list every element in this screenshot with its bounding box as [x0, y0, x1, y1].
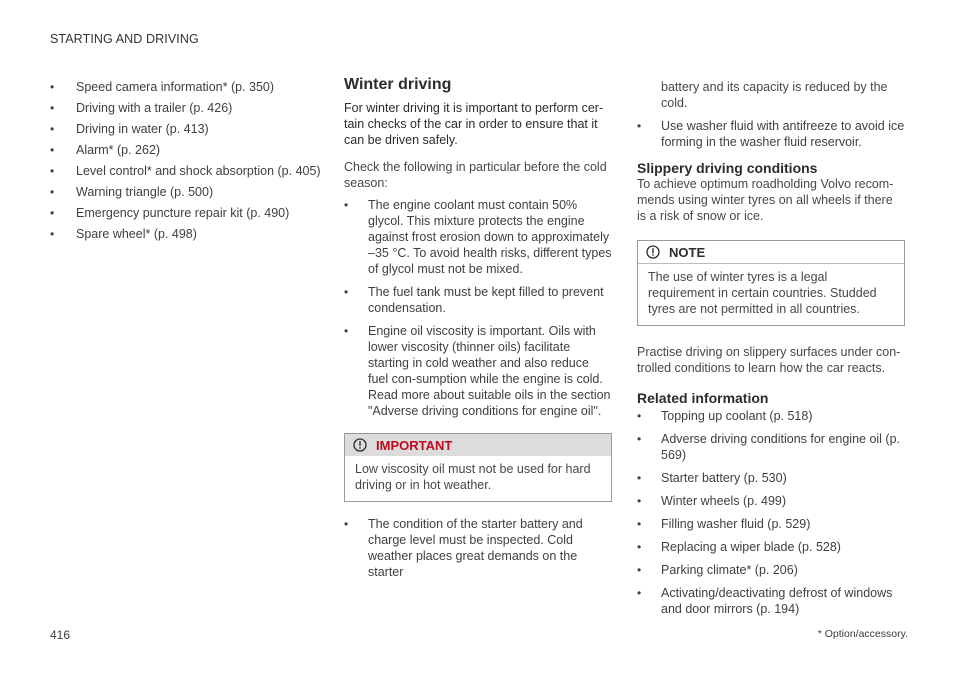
bullet: •: [50, 164, 55, 178]
bullet: •: [344, 324, 349, 338]
exclamation-icon: [353, 438, 367, 452]
list-item: [344, 516, 612, 580]
bullet: •: [50, 122, 55, 136]
bullet: •: [50, 80, 55, 94]
see-also-list: [50, 79, 325, 247]
list-item[interactable]: [50, 121, 325, 137]
link-text[interactable]: Alarm* (p. 262): [76, 143, 161, 157]
check-text: The fuel tank must be kept filled to prevent condensation.: [368, 285, 604, 315]
page-number: 416: [50, 628, 71, 642]
bullet: •: [637, 586, 642, 600]
check-text: The engine coolant must contain 50% glycol. This mixture protects the engine against frost erosion down to approximately –35 °C. To avoid health risks, different types of glycol must not be mixed.: [368, 198, 612, 276]
winter-driving-continued: [637, 79, 905, 624]
bullet: •: [637, 517, 642, 531]
related-item[interactable]: [637, 585, 905, 617]
bullet: •: [637, 563, 642, 577]
list-item[interactable]: [50, 100, 325, 116]
list-item[interactable]: [50, 205, 325, 221]
bullet: •: [50, 185, 55, 199]
note-header: [638, 241, 904, 264]
bullet: •: [637, 409, 642, 423]
link-text[interactable]: Driving with a trailer (p. 426): [76, 101, 233, 115]
lead-paragraph: For winter driving it is important to perform cer-tain checks of the car in order to ensure that it can be driven safely.: [344, 101, 604, 147]
list-item: [637, 118, 905, 150]
bullet: •: [50, 143, 55, 157]
link-text[interactable]: Activating/deactivating defrost of windows and door mirrors (p. 194): [661, 586, 893, 616]
list-item[interactable]: [50, 79, 325, 95]
list-item[interactable]: [50, 163, 325, 179]
link-text[interactable]: Topping up coolant (p. 518): [661, 409, 813, 423]
intro-paragraph: Check the following in particular before the cold season:: [344, 160, 607, 190]
winter-checklist-continued: [344, 516, 612, 580]
link-text[interactable]: Adverse driving conditions for engine oil (p. 569): [661, 432, 901, 462]
important-box: [344, 433, 612, 502]
link-text[interactable]: Driving in water (p. 413): [76, 122, 209, 136]
winter-checklist-end: [637, 118, 905, 150]
list-item[interactable]: [50, 142, 325, 158]
check-text: Engine oil viscosity is important. Oils with lower viscosity (thinner oils) facilitate starting in cold weather and also reduce fuel con-sumption while the engine is cold. Read more about suitable oils in the section "Adverse driving conditions for engine oil".: [368, 324, 611, 418]
link-text[interactable]: Warning triangle (p. 500): [76, 185, 214, 199]
link-text[interactable]: Filling washer fluid (p. 529): [661, 517, 811, 531]
check-text-continued: battery and its capacity is reduced by the cold.: [661, 80, 888, 110]
note-box: [637, 240, 905, 326]
bullet: •: [344, 285, 349, 299]
check-text: The condition of the starter battery and charge level must be inspected. Cold weather places great demands on the starter: [368, 517, 583, 579]
list-item: [344, 284, 612, 316]
link-text[interactable]: Speed camera information* (p. 350): [76, 80, 275, 94]
option-footnote: * Option/accessory.: [817, 628, 908, 640]
bullet: •: [50, 206, 55, 220]
related-title: Related information: [637, 390, 769, 406]
link-text[interactable]: Replacing a wiper blade (p. 528): [661, 540, 841, 554]
bullet: •: [637, 119, 642, 133]
bullet: •: [637, 540, 642, 554]
bullet: •: [637, 432, 642, 446]
link-text[interactable]: Spare wheel* (p. 498): [76, 227, 197, 241]
bullet: •: [344, 517, 349, 531]
important-header: [345, 434, 611, 456]
related-item[interactable]: [637, 431, 905, 463]
link-text[interactable]: Emergency puncture repair kit (p. 490): [76, 206, 290, 220]
note-label: NOTE: [669, 244, 706, 260]
info-icon: [646, 245, 660, 259]
related-item[interactable]: [637, 516, 905, 532]
list-item: [344, 323, 612, 419]
bullet: •: [50, 227, 55, 241]
important-label: IMPORTANT: [376, 437, 453, 453]
section-title: Winter driving: [344, 76, 452, 93]
related-item[interactable]: [637, 408, 905, 424]
list-item: [344, 197, 612, 277]
winter-checklist: [344, 197, 612, 419]
list-item[interactable]: [50, 184, 325, 200]
list-item[interactable]: [50, 226, 325, 242]
related-item[interactable]: [637, 493, 905, 509]
subsection-title: Slippery driving conditions: [637, 160, 818, 176]
link-text[interactable]: Starter battery (p. 530): [661, 471, 787, 485]
practise-paragraph: Practise driving on slippery surfaces under con-trolled conditions to learn how the car reacts.: [637, 345, 901, 375]
bullet: •: [637, 494, 642, 508]
slippery-paragraph: To achieve optimum roadholding Volvo recom-mends using winter tyres on all wheels if there is a risk of snow or ice.: [637, 177, 894, 223]
winter-driving-section: [344, 76, 612, 587]
related-item[interactable]: [637, 539, 905, 555]
bullet: •: [344, 198, 349, 212]
related-item[interactable]: [637, 562, 905, 578]
bullet: •: [637, 471, 642, 485]
related-item[interactable]: [637, 470, 905, 486]
important-text: Low viscosity oil must not be used for hard driving or in hot weather.: [355, 462, 591, 492]
note-text: The use of winter tyres is a legal requirement in certain countries. Studded tyres are not permitted in all countries.: [648, 270, 877, 316]
related-list: [637, 408, 905, 617]
link-text[interactable]: Level control* and shock absorption (p. 405): [76, 164, 321, 178]
link-text[interactable]: Parking climate* (p. 206): [661, 563, 798, 577]
bullet: •: [50, 101, 55, 115]
section-header: STARTING AND DRIVING: [50, 32, 199, 46]
link-text[interactable]: Winter wheels (p. 499): [661, 494, 787, 508]
check-text: Use washer fluid with antifreeze to avoid ice forming in the washer fluid reservoir.: [661, 119, 905, 149]
